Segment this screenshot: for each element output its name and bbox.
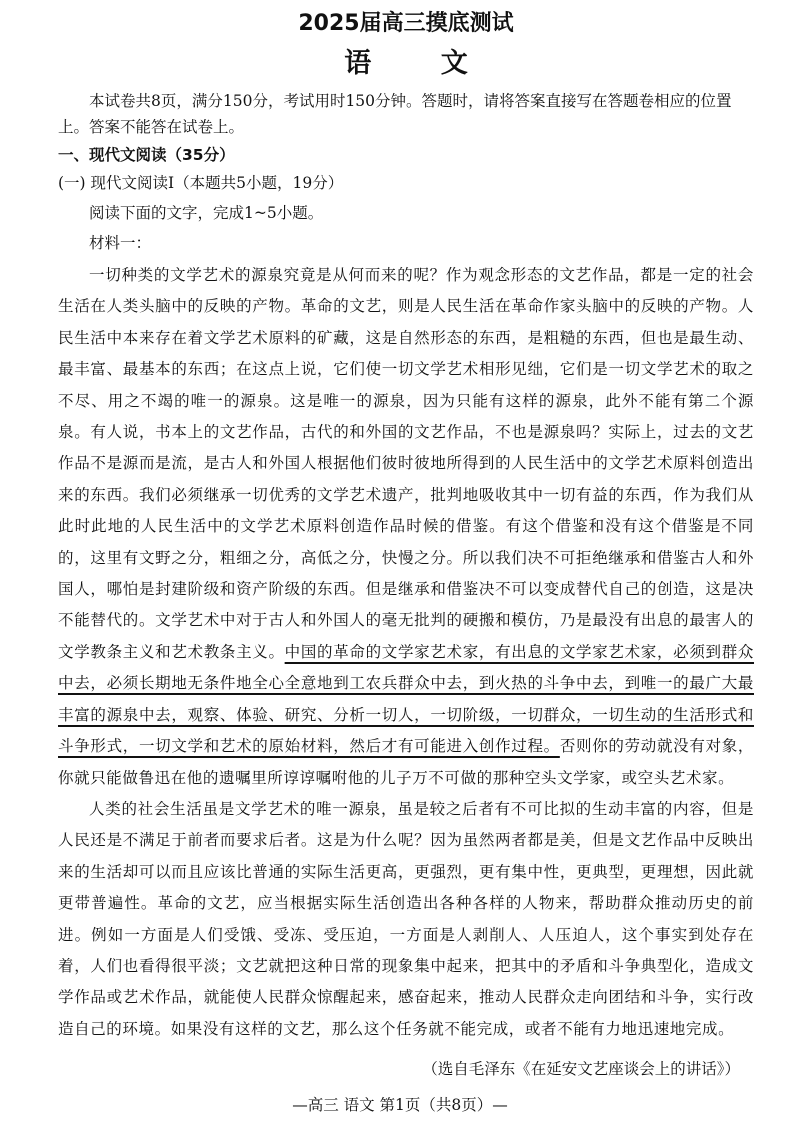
exam-notice: 本试卷共8页，满分150分，考试用时150分钟。答题时，请将答案直接写在答题卷相应的位置上。答案不能答在试卷上。 — [58, 92, 732, 136]
passage-text: 否则你的劳动就没有对象，你就只能做鲁迅在他的遗嘱里所谆谆嘱咐他的儿子万不可做的那种空头文学家，或空头艺术家。 — [58, 737, 754, 787]
section-heading: 一、现代文阅读（35分） — [58, 146, 235, 164]
passage-paragraph-1 — [58, 260, 754, 794]
material-label: 材料一： — [89, 234, 152, 252]
exam-title: 2025届高三摸底测试 — [298, 11, 514, 36]
underlined-passage: 中国的革命的文学家艺术家，有出息的文学家艺术家，必须到群众中去，必须长期地无条件地全心全意地到工农兵群众中去，到火热的斗争中去，到唯一的最广大最丰富的源泉中去，观察、体验、研究、分析一切人，一切阶级，一切群众，一切生动的生活形式和斗争形式，一切文学和艺术的原始材料，然后才有可能进入创作过程。 — [58, 642, 755, 756]
passage-text: 一切种类的文学艺术的源泉究竟是从何而来的呢？作为观念形态的文艺作品，都是一定的社会生活在人类头脑中的反映的产物。革命的文艺，则是人民生活在革命作家头脑中的反映的产物。人民生活中本来存在着文学艺术原料的矿藏，这是自然形态的东西，是粗糙的东西，但也是最生动、最丰富、最基本的东西；在这点上说，它们使一切文学艺术相形见绌，它们是一切文学艺术的取之不尽、用之不竭的唯一的源泉。这是唯一的源泉，因为只能有这样的源泉，此外不能有第二个源泉。有人说，书本上的文艺作品，古代的和外国的文艺作品，不也是源泉吗？实际上，过去的文艺作品不是源而是流，是古人和外国人根据他们彼时彼地所得到的人民生活中的文学艺术原料创造出来的东西。我们必须继承一切优秀的文学艺术遗产，批判地吸收其中一切有益的东西，作为我们从此时此地的人民生活中的文学艺术原料创造作品时候的借鉴。有这个借鉴和没有这个借鉴是不同的，这里有文野之分，粗细之分，高低之分，快慢之分。所以我们决不可拒绝继承和借鉴古人和外国人，哪怕是封建阶级和资产阶级的东西。但是继承和借鉴决不可以变成替代自己的创造，这是决不能替代的。文学艺术中对于古人和外国人的毫无批判的硬搬和模仿，乃是最没有出息的最害人的文学教条主义和艺术教条主义。 — [58, 266, 754, 661]
passage-paragraph-2: 人类的社会生活虽是文学艺术的唯一源泉，虽是较之后者有不可比拟的生动丰富的内容，但是人民还是不满足于前者而要求后者。这是为什么呢？因为虽然两者都是美，但是文艺作品中反映出来的生活却可以而且应该比普通的实际生活更高，更强烈，更有集中性，更典型，更理想，因此就更带普遍性。革命的文艺，应当根据实际生活创造出各种各样的人物来，帮助群众推动历史的前进。例如一方面是人们受饿、受冻、受压迫，一方面是人剥削人、人压迫人，这个事实到处存在着，人们也看得很平淡；文艺就把这种日常的现象集中起来，把其中的矛盾和斗争典型化，造成文学作品或艺术作品，就能使人民群众惊醒起来，感奋起来，推动人民群众走向团结和斗争，实行改造自己的环境。如果没有这样的文艺，那么这个任务就不能完成，或者不能有力地迅速地完成。 — [58, 799, 754, 1038]
subject-title: 语 文 — [344, 48, 498, 79]
sub-heading: (一) 现代文阅读Ⅰ（本题共5小题，19分） — [58, 174, 344, 192]
reading-instruction: 阅读下面的文字，完成1~5小题。 — [89, 204, 324, 222]
source-citation: （选自毛泽东《在延安文艺座谈会上的讲话》） — [422, 1060, 740, 1079]
page-footer: —高三 语文 第1页（共8页）— — [292, 1096, 508, 1114]
